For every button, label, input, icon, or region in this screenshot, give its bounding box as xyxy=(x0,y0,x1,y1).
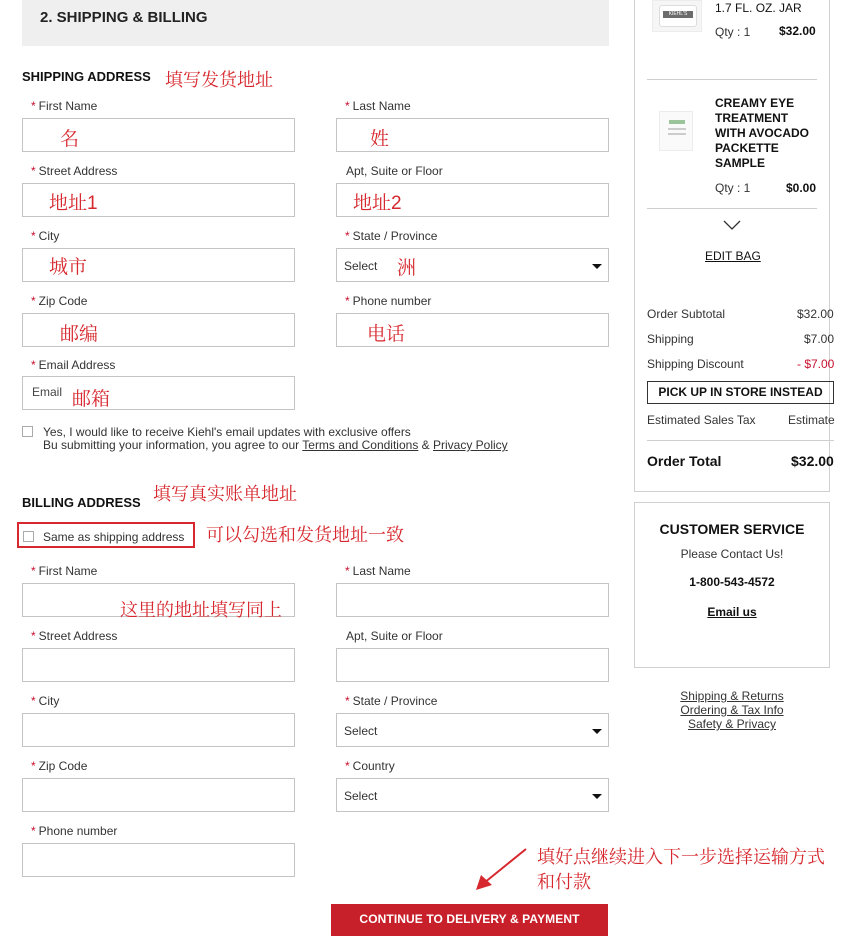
bill-phone-input[interactable] xyxy=(22,843,295,877)
billing-same-hint: 这里的地址填写同上 xyxy=(120,600,282,620)
bill-city-label: * City xyxy=(31,694,60,708)
ship-email-hint: 邮箱 xyxy=(72,389,111,410)
item1-name: 1.7 FL. OZ. JAR xyxy=(715,1,802,15)
tax-value: Estimate xyxy=(788,413,835,427)
item1-price: $32.00 xyxy=(779,24,816,38)
same-as-shipping-label[interactable]: Same as shipping address xyxy=(43,530,185,544)
ordering-tax-link[interactable]: Ordering & Tax Info xyxy=(680,703,784,717)
bill-first-name-label: * First Name xyxy=(31,564,98,578)
customer-service-title: CUSTOMER SERVICE xyxy=(659,521,805,537)
ship-last-name-label: * Last Name xyxy=(345,99,411,113)
shipping-value: $7.00 xyxy=(804,332,835,346)
same-as-shipping-checkbox[interactable] xyxy=(23,531,34,542)
divider xyxy=(647,79,817,80)
bill-last-name-label: * Last Name xyxy=(345,564,411,578)
discount-label: Shipping Discount xyxy=(647,357,744,371)
product-sample-image xyxy=(659,111,693,151)
privacy-link[interactable]: Privacy Policy xyxy=(433,438,508,452)
ship-state-value: Select xyxy=(344,259,378,273)
bill-zip-input[interactable] xyxy=(22,778,295,812)
shipping-title: SHIPPING ADDRESS xyxy=(22,69,151,84)
pickup-in-store-button[interactable]: PICK UP IN STORE INSTEAD xyxy=(647,381,834,404)
bill-zip-label: * Zip Code xyxy=(31,759,88,773)
section-title: 2. SHIPPING & BILLING xyxy=(40,9,208,26)
cta-note-line1: 填好点继续进入下一步选择运输方式 xyxy=(537,847,825,867)
ship-apt-input[interactable] xyxy=(336,183,609,217)
terms-link[interactable]: Terms and Conditions xyxy=(302,438,419,452)
item1-qty: Qty : 1 xyxy=(715,25,751,39)
chevron-down-icon xyxy=(592,729,602,734)
ship-city-label: * City xyxy=(31,229,60,243)
total-label: Order Total xyxy=(647,453,722,469)
chevron-down-icon[interactable] xyxy=(723,220,741,231)
bill-city-input[interactable] xyxy=(22,713,295,747)
ship-first-name-hint: 名 xyxy=(60,129,80,150)
bill-apt-label: Apt, Suite or Floor xyxy=(346,629,443,643)
same-as-shipping-note: 可以勾选和发货地址一致 xyxy=(206,525,404,545)
bill-country-select[interactable] xyxy=(336,778,609,812)
ship-state-select[interactable] xyxy=(336,248,609,282)
cta-note-line2: 和付款 xyxy=(537,872,591,892)
bill-state-value: Select xyxy=(344,724,378,738)
bill-state-select[interactable] xyxy=(336,713,609,747)
ship-zip-input[interactable] xyxy=(22,313,295,347)
chevron-down-icon xyxy=(592,794,602,799)
subtotal-value: $32.00 xyxy=(797,307,834,321)
ship-street-hint: 地址1 xyxy=(49,193,98,214)
ship-phone-hint: 电话 xyxy=(367,324,406,345)
section-header xyxy=(22,0,609,46)
terms-amp: & xyxy=(418,438,433,452)
ship-street-input[interactable] xyxy=(22,183,295,217)
ship-city-input[interactable] xyxy=(22,248,295,282)
ship-email-label: * Email Address xyxy=(31,358,116,372)
ship-first-name-label: * First Name xyxy=(31,99,98,113)
ship-street-label: * Street Address xyxy=(31,164,118,178)
bill-street-input[interactable] xyxy=(22,648,295,682)
ship-email-input[interactable] xyxy=(22,376,295,410)
item2-price: $0.00 xyxy=(786,181,817,195)
tax-label: Estimated Sales Tax xyxy=(647,413,756,427)
ship-state-hint: 洲 xyxy=(397,258,417,279)
customer-service-contact: Please Contact Us! xyxy=(680,547,784,561)
ship-apt-label: Apt, Suite or Floor xyxy=(346,164,443,178)
bill-last-name-input[interactable] xyxy=(336,583,609,617)
bill-phone-label: * Phone number xyxy=(31,824,118,838)
shipping-label: Shipping xyxy=(647,332,694,346)
billing-note: 填写真实账单地址 xyxy=(153,484,297,504)
customer-service-phone: 1-800-543-4572 xyxy=(689,575,775,589)
customer-service-email-wrap xyxy=(634,603,830,621)
email-optin-checkbox[interactable] xyxy=(22,426,33,437)
shipping-note: 填写发货地址 xyxy=(165,70,273,90)
bill-country-value: Select xyxy=(344,789,378,803)
subtotal-label: Order Subtotal xyxy=(647,307,726,321)
product-jar-image xyxy=(652,0,702,32)
edit-bag-link[interactable]: EDIT BAG xyxy=(705,249,761,263)
continue-to-delivery-button[interactable]: CONTINUE TO DELIVERY & PAYMENT xyxy=(331,904,608,936)
ship-first-name-input[interactable] xyxy=(22,118,295,152)
total-value: $32.00 xyxy=(791,453,834,469)
ship-apt-hint: 地址2 xyxy=(353,193,402,214)
terms-line xyxy=(43,438,508,452)
item2-qty: Qty : 1 xyxy=(715,181,751,195)
safety-privacy-link[interactable]: Safety & Privacy xyxy=(687,717,777,731)
bill-state-label: * State / Province xyxy=(345,694,438,708)
ship-zip-hint: 邮编 xyxy=(60,324,99,345)
ship-last-name-input[interactable] xyxy=(336,118,609,152)
ship-last-name-hint: 姓 xyxy=(370,129,390,150)
ship-phone-input[interactable] xyxy=(336,313,609,347)
item2-name: CREAMY EYE TREATMENT WITH AVOCADO PACKETTE SAMPLE xyxy=(715,96,809,170)
billing-title: BILLING ADDRESS xyxy=(22,495,141,510)
ship-zip-label: * Zip Code xyxy=(31,294,88,308)
chevron-down-icon xyxy=(592,264,602,269)
ship-state-label: * State / Province xyxy=(345,229,438,243)
shipping-returns-link[interactable]: Shipping & Returns xyxy=(680,689,784,703)
divider xyxy=(647,440,834,441)
terms-prefix: Bu submitting your information, you agree to our xyxy=(43,438,303,452)
ship-phone-label: * Phone number xyxy=(345,294,432,308)
product-jar-brand: KIEHL'S xyxy=(663,11,693,18)
ship-email-placeholder: Email xyxy=(32,385,63,399)
divider xyxy=(647,208,817,209)
bill-apt-input[interactable] xyxy=(336,648,609,682)
bill-street-label: * Street Address xyxy=(31,629,118,643)
annotation-arrow-icon xyxy=(470,845,532,893)
bill-country-label: * Country xyxy=(345,759,395,773)
email-optin-text: Yes, I would like to receive Kiehl's email updates with exclusive offers xyxy=(43,425,411,439)
ship-city-hint: 城市 xyxy=(49,257,88,278)
email-us-link[interactable]: Email us xyxy=(707,605,757,619)
discount-value: - $7.00 xyxy=(797,357,835,371)
footer-links xyxy=(634,689,830,731)
